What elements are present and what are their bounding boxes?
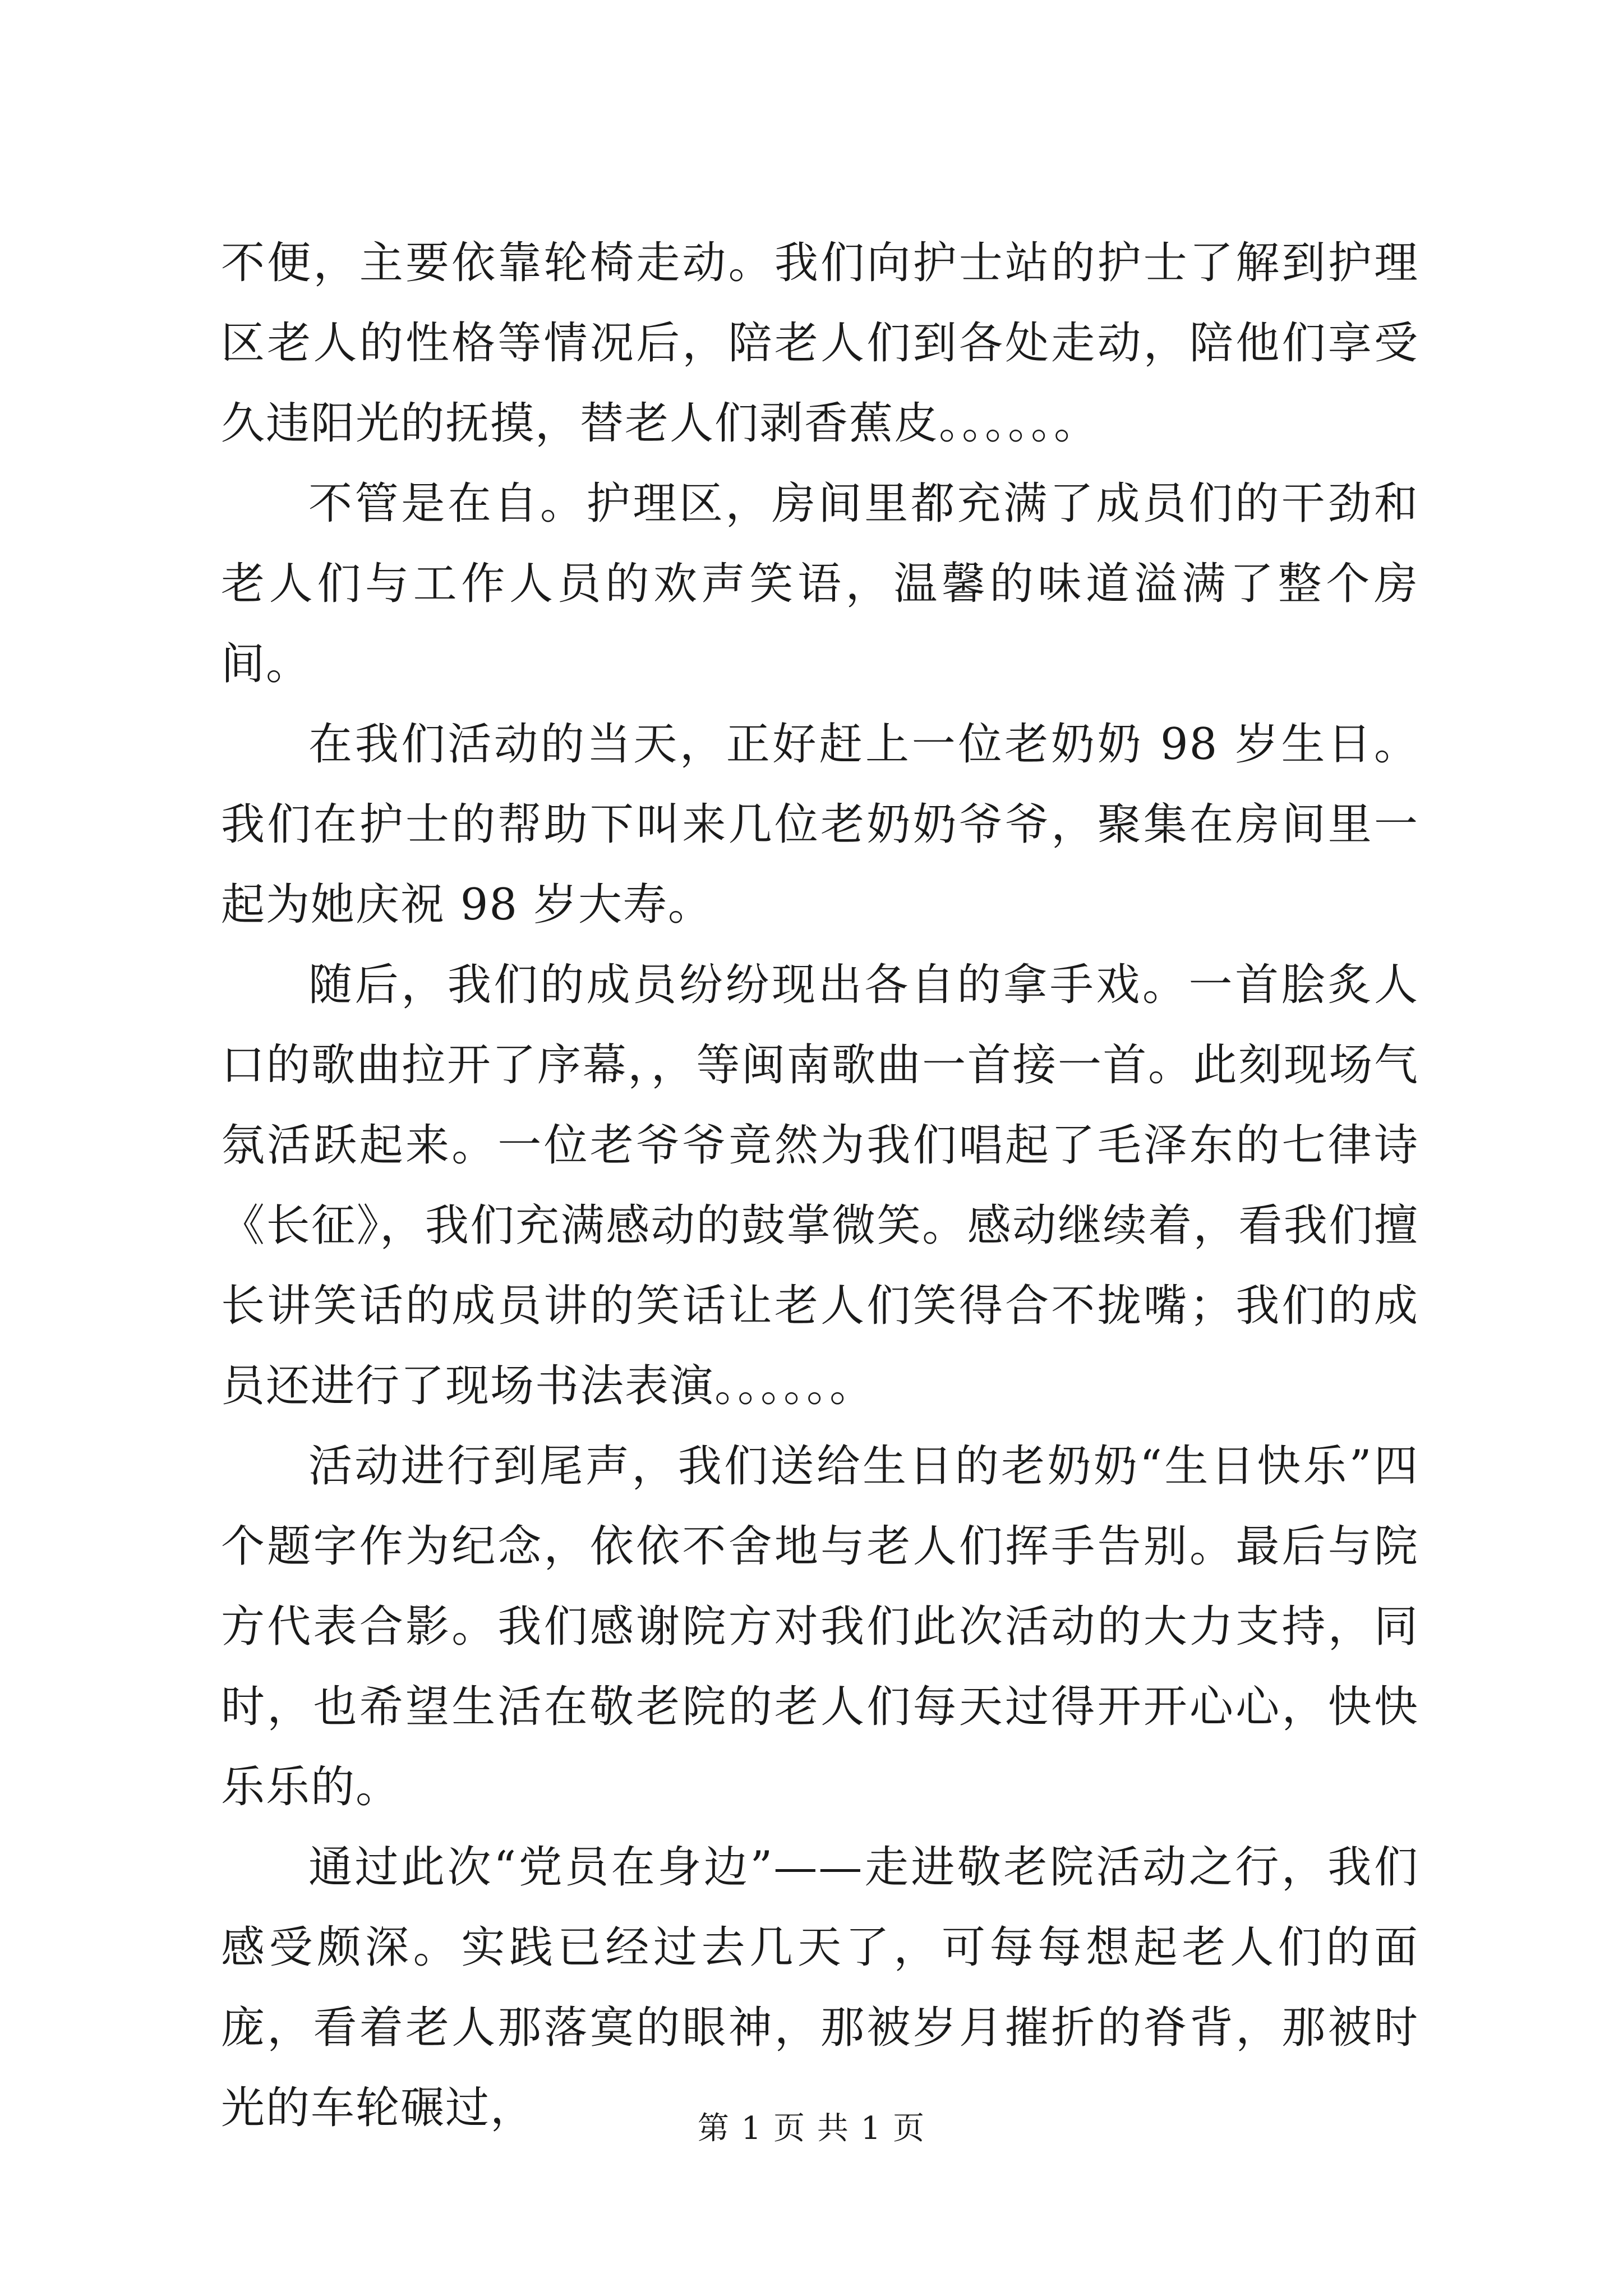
paragraph: 随后，我们的成员纷纷现出各自的拿手戏。一首脍炙人口的歌曲拉开了序幕，，等闽南歌曲一首接一首。此刻现场气氛活跃起来。一位老爷爷竟然为我们唱起了毛泽东的七律诗《长征》，我们充满感动的鼓掌微笑。感动继续着，看我们擅长讲笑话的成员讲的笑话让老人们笑得合不拢嘴；我们的成员还进行了现场书法表演。。。。。。 — [221, 960, 1419, 1411]
paragraph: 在我们活动的当天，正好赶上一位老奶奶 98 岁生日。我们在护士的帮助下叫来几位老奶奶爷爷，聚集在房间里一起为她庆祝 98 岁大寿。 — [221, 719, 1419, 930]
page-number-footer: 第 1 页 共 1 页 — [697, 2110, 926, 2147]
paragraph-continuation: 不便，主要依靠轮椅走动。我们向护士站的护士了解到护理区老人的性格等情况后，陪老人们到各处走动，陪他们享受久违阳光的抚摸，替老人们剥香蕉皮。。。。。。 — [221, 238, 1419, 449]
paragraph: 通过此次“党员在身边”——走进敬老院活动之行，我们感受颇深。实践已经过去几天了，可每每想起老人们的面庞，看着老人那落寞的眼神，那被岁月摧折的脊背，那被时光的车轮碾过， — [221, 1842, 1419, 2133]
paragraph: 不管是在自。护理区，房间里都充满了成员们的干劲和老人们与工作人员的欢声笑语，温馨的味道溢满了整个房间。 — [221, 478, 1419, 689]
document-body — [221, 223, 1419, 2148]
paragraph: 活动进行到尾声，我们送给生日的老奶奶“生日快乐”四个题字作为纪念，依依不舍地与老人们挥手告别。最后与院方代表合影。我们感谢院方对我们此次活动的大力支持，同时，也希望生活在敬老院的老人们每天过得开开心心，快快乐乐的。 — [221, 1441, 1419, 1812]
